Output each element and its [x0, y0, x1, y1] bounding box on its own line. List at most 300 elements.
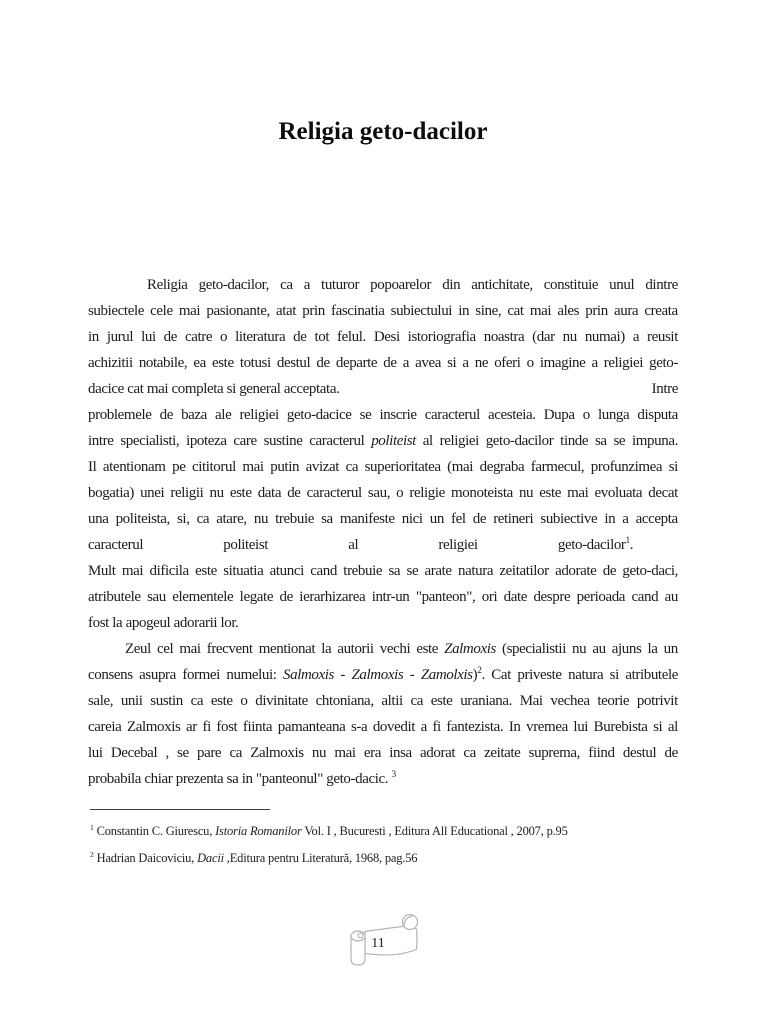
word: [531, 454, 584, 480]
word: [381, 688, 402, 714]
text-segment: geto-dacilor,: [198, 277, 270, 293]
word: [442, 272, 460, 298]
word: [250, 740, 303, 766]
word: [409, 480, 445, 506]
text-line: [88, 402, 678, 428]
text-segment: mai: [178, 303, 201, 319]
text-segment: Hadrian Daicoviciu,: [93, 851, 198, 865]
word: [644, 298, 677, 324]
text-segment: disputa: [637, 407, 678, 423]
text-segment: este: [210, 693, 233, 709]
italic-text: -: [409, 667, 415, 683]
word: [240, 350, 271, 376]
text-segment: sa: [594, 433, 607, 449]
word: [645, 272, 678, 298]
text-segment: intr-un: [371, 589, 410, 605]
text-segment: zeitate: [484, 745, 521, 761]
word: [517, 662, 561, 688]
word: [230, 480, 252, 506]
word: [595, 480, 643, 506]
text-segment: departe: [335, 355, 378, 371]
word: [122, 558, 143, 584]
word: [88, 714, 121, 740]
text-segment: pamanteana: [277, 719, 346, 735]
text-segment: autorii: [337, 641, 374, 657]
text-segment: catre: [184, 329, 213, 345]
word: [430, 506, 444, 532]
text-segment: Zeul: [125, 641, 151, 657]
text-segment: zeitatilor: [499, 563, 549, 579]
text-segment: fel: [451, 511, 466, 527]
text-segment: fiinta: [242, 719, 273, 735]
text-segment: religiei: [439, 433, 479, 449]
word: [88, 402, 151, 428]
text-segment: de: [287, 485, 301, 501]
word: [88, 428, 114, 454]
word: [107, 324, 133, 350]
word: [648, 636, 658, 662]
text-segment: geto-dacice: [286, 407, 352, 423]
text-segment: tinde: [560, 433, 589, 449]
footnote: [90, 818, 700, 845]
word: [388, 558, 400, 584]
text-segment: fiind: [588, 745, 615, 761]
text-segment: din: [442, 277, 461, 293]
text-segment: situatia: [223, 563, 264, 579]
word: [150, 688, 183, 714]
word: [240, 688, 247, 714]
text-segment: Zalmoxis: [126, 719, 181, 735]
word: [192, 454, 236, 480]
text-segment: unul: [609, 277, 635, 293]
text-segment: acesteia.: [488, 407, 536, 423]
word: [408, 324, 476, 350]
text-segment: dacice cat mai completa si general acceptata.: [88, 381, 340, 397]
word: [544, 272, 598, 298]
word: [550, 688, 589, 714]
text-segment: geto-dacilor: [485, 433, 554, 449]
text-segment: natura: [458, 563, 494, 579]
text-segment: specialisti,: [120, 433, 180, 449]
text-segment: probabila chiar prezenta sa in "panteonul" geto-dacic.: [88, 771, 392, 787]
word: [179, 298, 200, 324]
text-segment: ar: [186, 719, 197, 735]
text-segment: este: [539, 485, 561, 501]
footnote-marker: 2: [477, 666, 482, 676]
text-segment: constituie: [543, 277, 599, 293]
word: [526, 714, 568, 740]
word: [360, 402, 372, 428]
text-segment: legate: [239, 589, 274, 605]
word: [191, 688, 204, 714]
text-segment: pare: [196, 745, 222, 761]
text-segment: mentionat: [258, 641, 316, 657]
text-segment: in: [458, 303, 470, 319]
text-segment: formei: [182, 667, 220, 683]
word: [243, 714, 272, 740]
word: [314, 324, 329, 350]
text-segment: potrivit: [636, 693, 678, 709]
text-segment: cele: [150, 303, 173, 319]
text-segment: de: [159, 407, 173, 423]
word: [88, 298, 144, 324]
word: [560, 428, 588, 454]
text-segment: se: [359, 407, 372, 423]
text-segment: Mult: [88, 563, 116, 579]
word: [603, 558, 616, 584]
text-segment: a: [420, 719, 427, 735]
text-segment: a: [303, 277, 310, 293]
word: [280, 584, 293, 610]
word: [147, 272, 188, 298]
word: [558, 532, 633, 558]
word: [622, 558, 678, 584]
text-segment: (dar: [532, 329, 555, 345]
text-segment: vremea: [526, 719, 568, 735]
document-title: Religia geto-dacilor: [278, 118, 488, 145]
word: [170, 480, 203, 506]
word: [331, 298, 384, 324]
text-segment: impuna.: [632, 433, 678, 449]
text-segment: unei: [140, 485, 165, 501]
word: [304, 272, 310, 298]
word: [432, 714, 440, 740]
text-segment: este: [416, 641, 439, 657]
word: [604, 506, 615, 532]
word: [614, 298, 638, 324]
word: [391, 298, 452, 324]
text-segment: adorat: [420, 745, 456, 761]
word: [351, 714, 367, 740]
text-segment: fost: [216, 719, 238, 735]
word: [160, 402, 173, 428]
text-segment: manifeste: [339, 511, 395, 527]
text-segment: ca: [345, 459, 359, 475]
text-segment: geto-dacilor: [557, 537, 626, 553]
word: [595, 428, 607, 454]
text-segment: atat: [276, 303, 297, 319]
word: [172, 454, 185, 480]
word: [310, 558, 337, 584]
word: [334, 740, 355, 766]
text-segment: atare,: [216, 511, 247, 527]
word: [103, 454, 166, 480]
word: [520, 688, 543, 714]
text-segment: de: [602, 563, 617, 579]
text-segment: un: [429, 511, 444, 527]
text-segment: prin: [585, 303, 608, 319]
text-segment: religiei: [603, 355, 644, 371]
word: [197, 740, 221, 766]
text-segment: ca: [190, 693, 204, 709]
text-segment: sau,: [367, 485, 391, 501]
word: [370, 272, 431, 298]
word: [438, 532, 477, 558]
text-segment: mai: [567, 485, 589, 501]
text-segment: elementele: [172, 589, 234, 605]
word: [529, 740, 580, 766]
text-line: [88, 584, 678, 610]
word: [568, 662, 603, 688]
text-segment: In: [508, 719, 521, 735]
text-segment: mai: [179, 641, 201, 657]
word: [482, 584, 497, 610]
text-segment: religiei: [438, 537, 478, 553]
text-segment: notabile,: [138, 355, 188, 371]
italic-text: politeist: [371, 433, 416, 449]
text-segment: subiectele: [88, 303, 144, 319]
word: [321, 272, 359, 298]
word: [312, 740, 326, 766]
word: [591, 454, 662, 480]
text-segment: lunga: [597, 407, 630, 423]
word: [240, 584, 273, 610]
word: [283, 662, 334, 688]
text-segment: fascinatia: [331, 303, 385, 319]
word: [336, 350, 377, 376]
text-segment: subiective: [540, 511, 598, 527]
text-segment: si,: [177, 511, 190, 527]
word: [139, 662, 176, 688]
text-segment: .: [629, 537, 634, 553]
text-segment: se: [177, 745, 189, 761]
text-segment: nu: [311, 745, 327, 761]
word: [321, 636, 331, 662]
word: [502, 636, 566, 662]
word: [493, 506, 533, 532]
word: [343, 558, 382, 584]
text-segment: Il: [88, 459, 97, 475]
word: [416, 636, 438, 662]
text-line: [88, 350, 678, 376]
word: [316, 350, 329, 376]
word: [216, 714, 237, 740]
text-segment: s-a: [350, 719, 368, 735]
text-segment: cand: [310, 563, 337, 579]
text-segment: vechi: [379, 641, 411, 657]
text-segment: literatura: [235, 329, 286, 345]
text-segment: sa: [388, 563, 401, 579]
word: [491, 662, 511, 688]
word: [264, 428, 303, 454]
text-segment: nici: [401, 511, 423, 527]
word: [186, 428, 227, 454]
text-segment: de: [279, 589, 293, 605]
word: [665, 740, 678, 766]
text-segment: de: [163, 329, 178, 345]
text-segment: este: [229, 485, 252, 501]
text-segment: consens: [88, 667, 133, 683]
word: [255, 688, 308, 714]
word: [309, 428, 364, 454]
text-segment: de: [293, 329, 307, 345]
text-segment: mai: [242, 459, 264, 475]
word: [488, 402, 536, 428]
word: [625, 662, 678, 688]
text-segment: ierarhizarea: [299, 589, 366, 605]
text-segment: la: [321, 641, 332, 657]
text-segment: baza: [181, 407, 207, 423]
word: [88, 584, 141, 610]
word: [141, 324, 156, 350]
word: [421, 714, 427, 740]
text-segment: prin: [302, 303, 325, 319]
text-segment: a: [632, 329, 640, 345]
text-line: [88, 272, 678, 298]
word: [668, 714, 678, 740]
word: [379, 402, 416, 428]
text-segment: de: [316, 355, 330, 371]
text-segment: ca: [196, 511, 210, 527]
text-segment: caracterul: [309, 433, 365, 449]
word: [473, 506, 486, 532]
text-line: [88, 298, 678, 324]
word: [340, 662, 345, 688]
text-segment: avea: [415, 355, 441, 371]
word: [165, 740, 168, 766]
text-segment: au: [592, 641, 606, 657]
word: [484, 324, 525, 350]
word: [610, 662, 619, 688]
text-segment: care: [233, 433, 257, 449]
text-segment: adorate: [555, 563, 597, 579]
word: [139, 350, 187, 376]
text-segment: o: [396, 485, 404, 501]
text-segment: a: [622, 511, 629, 527]
text-segment: Desi: [373, 329, 400, 345]
word: [509, 714, 521, 740]
text-segment: farmecul,: [530, 459, 585, 475]
word: [270, 454, 299, 480]
text-segment: nu: [209, 485, 224, 501]
text-segment: reusit: [647, 329, 678, 345]
text-segment: atentionam: [102, 459, 166, 475]
text-segment: sustin: [150, 693, 183, 709]
word: [471, 272, 532, 298]
word: [207, 636, 253, 662]
word: [475, 350, 488, 376]
word: [147, 584, 166, 610]
word: [121, 688, 143, 714]
text-line: [88, 324, 678, 350]
word: [484, 740, 520, 766]
word: [374, 324, 400, 350]
word: [254, 506, 268, 532]
text-segment: ipoteza: [186, 433, 227, 449]
text-segment: Mai: [519, 693, 543, 709]
text-segment: achizitii: [88, 355, 133, 371]
word: [186, 714, 197, 740]
word: [365, 454, 441, 480]
word: [649, 350, 678, 376]
word: [287, 402, 352, 428]
italic-text: Zalmoxis: [351, 667, 404, 683]
word: [172, 584, 233, 610]
text-line: [88, 376, 678, 402]
word: [527, 350, 534, 376]
text-segment: ca: [463, 745, 476, 761]
word: [287, 480, 300, 506]
text-segment: ,Editura pentru Literatură, 1968, pag.56: [223, 851, 418, 865]
text-segment: popoarelor: [370, 277, 432, 293]
word: [177, 506, 190, 532]
text-segment: sustine: [263, 433, 303, 449]
text-line: [88, 766, 678, 792]
word: [275, 506, 314, 532]
word: [614, 428, 626, 454]
text-segment: pasionante,: [206, 303, 270, 319]
text-segment: religiei: [239, 407, 279, 423]
text-segment: creata: [644, 303, 678, 319]
word: [364, 740, 381, 766]
word: [420, 740, 455, 766]
word: [421, 662, 485, 688]
italic-text: Istoria Romanilor: [215, 824, 302, 838]
text-segment: bogatia): [88, 485, 134, 501]
word: [306, 454, 339, 480]
text-segment: putin: [270, 459, 300, 475]
body-text: [88, 272, 678, 792]
text-segment: nu: [562, 329, 577, 345]
word: [592, 636, 605, 662]
word: [125, 636, 151, 662]
word: [544, 402, 575, 428]
text-segment: antichitate,: [471, 277, 533, 293]
text-segment: destul: [276, 355, 311, 371]
text-segment: dificila: [149, 563, 189, 579]
word: [572, 636, 586, 662]
word: [140, 480, 164, 506]
text-segment: evoluata: [594, 485, 643, 501]
word: [519, 480, 533, 506]
word: [340, 506, 395, 532]
text-line: [88, 636, 678, 662]
text-line: [88, 662, 678, 688]
text-segment: mai: [334, 745, 356, 761]
text-segment: cand: [631, 589, 659, 605]
text-segment: este: [195, 563, 217, 579]
text-segment: "panteon",: [415, 589, 476, 605]
text-segment: Intre: [651, 381, 678, 397]
text-line: [88, 532, 633, 558]
text-segment: tot: [314, 329, 330, 345]
word: [215, 402, 231, 428]
text-segment: mai: [121, 563, 144, 579]
text-segment: noastra: [483, 329, 525, 345]
text-segment: ): [472, 667, 478, 683]
word: [573, 714, 588, 740]
word: [88, 740, 103, 766]
word: [633, 324, 639, 350]
word: [259, 636, 315, 662]
text-segment: numelui:: [226, 667, 277, 683]
text-segment: sine,: [475, 303, 502, 319]
word: [555, 558, 596, 584]
word: [594, 714, 648, 740]
text-segment: dintre: [645, 277, 678, 293]
text-segment: si: [668, 459, 678, 475]
text-segment: frecvent: [206, 641, 253, 657]
text-segment: mai: [529, 303, 552, 319]
word: [316, 688, 374, 714]
text-segment: una: [88, 511, 109, 527]
word: [410, 688, 423, 714]
word: [182, 662, 220, 688]
word: [604, 350, 643, 376]
text-segment: vechea: [550, 693, 590, 709]
italic-text: Dacii: [197, 851, 224, 865]
word: [647, 324, 678, 350]
